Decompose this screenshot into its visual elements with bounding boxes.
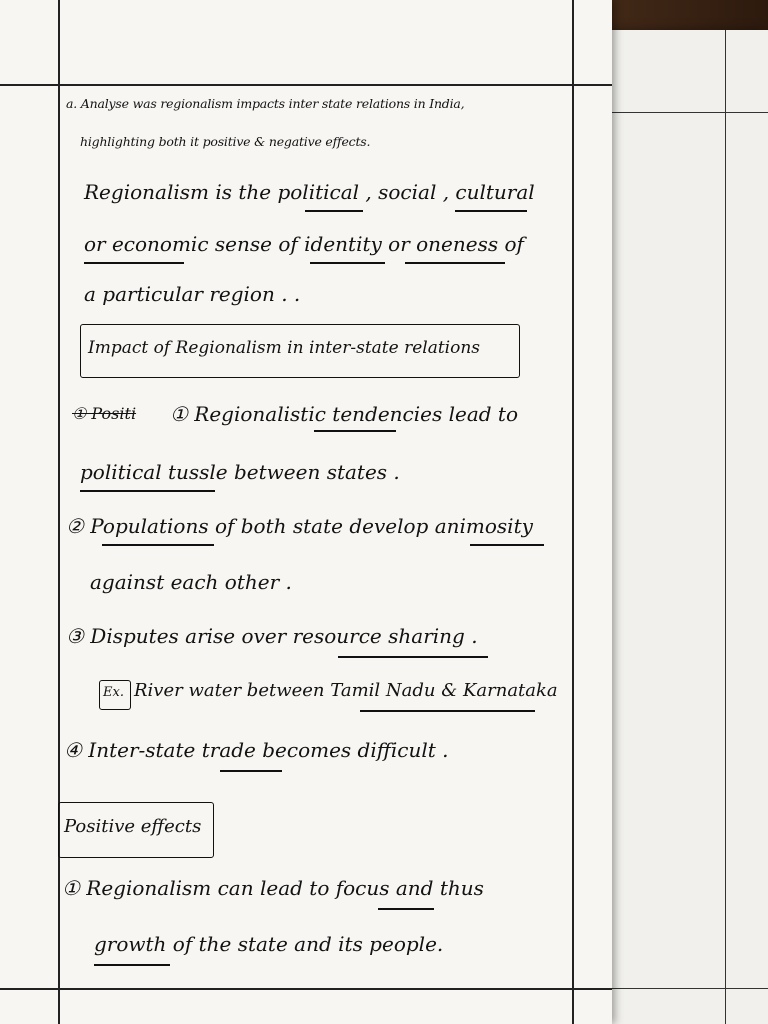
positive-item-1-line-1: ① Regionalism can lead to focus and thus xyxy=(62,876,484,900)
definition-line-3: a particular region . . xyxy=(84,282,301,306)
example-text: River water between Tamil Nadu & Karnataka xyxy=(134,680,558,701)
question-line-1: a. Analyse was regionalism impacts inter state relations in India, xyxy=(66,96,465,111)
bottom-rule xyxy=(0,988,612,990)
impact-item-2-line-2: against each other . xyxy=(90,570,292,594)
underline-focus xyxy=(378,908,434,910)
example-label: Ex. xyxy=(103,685,124,700)
background-sheet-margin-line xyxy=(725,30,726,1024)
background-sheet-bottom-rule xyxy=(600,988,768,989)
definition-line-1: Regionalism is the political , social , cultural xyxy=(84,180,535,204)
top-rule xyxy=(0,84,612,86)
underline-animosity xyxy=(470,544,544,546)
definition-line-2: or economic sense of identity or oneness of xyxy=(84,232,524,256)
question-line-2: highlighting both it positive & negative effects. xyxy=(80,134,371,149)
impact-item-4: ④ Inter-state trade becomes difficult . xyxy=(64,738,449,762)
underline-growth xyxy=(94,964,170,966)
underline-oneness xyxy=(405,262,505,264)
underline-political xyxy=(305,210,363,212)
right-margin-line xyxy=(572,0,574,1024)
underline-tamil-nadu-karnataka xyxy=(360,710,535,712)
background-sheet xyxy=(600,30,768,1024)
underline-tendencies xyxy=(314,430,396,432)
background-sheet-top-rule xyxy=(600,112,768,113)
impact-item-1-line-1: ① Regionalistic tendencies lead to xyxy=(170,402,518,426)
struck-word: ① Positi xyxy=(72,404,137,423)
underline-identity xyxy=(310,262,385,264)
positive-heading: Positive effects xyxy=(64,816,202,837)
underline-trade xyxy=(220,770,282,772)
underline-populations xyxy=(102,544,214,546)
left-margin-line xyxy=(58,0,60,1024)
impact-item-3: ③ Disputes arise over resource sharing . xyxy=(66,624,478,648)
impact-item-2-line-1: ② Populations of both state develop animosity xyxy=(66,514,533,538)
impact-item-1-line-2: political tussle between states . xyxy=(80,460,400,484)
positive-item-1-line-2: growth of the state and its people. xyxy=(94,932,444,956)
underline-resource-sharing xyxy=(338,656,488,658)
underline-cultural xyxy=(455,210,527,212)
underline-economic xyxy=(84,262,184,264)
impact-heading: Impact of Regionalism in inter-state relations xyxy=(88,338,481,358)
underline-political-tussle xyxy=(80,490,215,492)
